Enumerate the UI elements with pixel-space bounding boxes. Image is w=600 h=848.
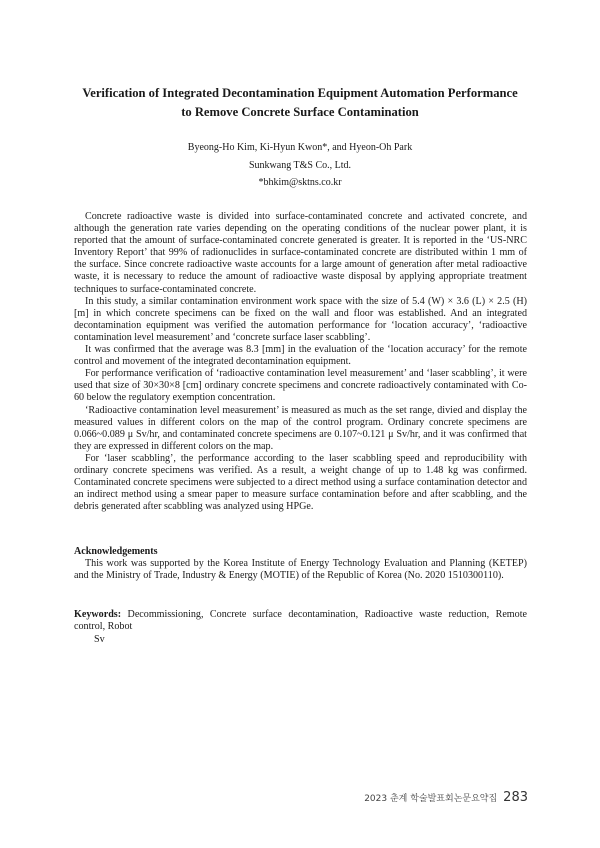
paper-title <box>60 84 540 121</box>
stray-text: Sv <box>94 634 105 645</box>
page-footer <box>364 790 528 805</box>
keywords-label: Keywords: <box>74 609 122 620</box>
body-paragraph: For performance verification of ‘radioactive contamination level measurement’ and ‘laser scabbling’, it were used that size of 30×30×8 [cm] ordinary concrete specimens and concrete radioactively contaminated with Co-60 below the regulatory exemption concentration. <box>74 368 527 404</box>
corresponding-email: *bhkim@sktns.co.kr <box>258 177 342 188</box>
body-paragraph: In this study, a similar contamination environment work space with the size of 5.4 (W) × 3.6 (L) × 2.5 (H) [m] in which concrete specimens can be fixed on the wall and floor was established. And an integrated decontamination equipment was verified the automation performance for ‘location accuracy’, ‘radioactive contamination level measurement’ and ‘concrete surface laser scabbling’. <box>74 295 527 343</box>
affiliation: Sunkwang T&S Co., Ltd. <box>248 160 352 171</box>
abstract-body <box>74 211 527 513</box>
acknowledgements-section <box>74 558 527 582</box>
body-paragraph: Concrete radioactive waste is divided into surface-contaminated concrete and activated concrete, and although the generation rate varies depending on the operating conditions of the nuclear power plant, it is reported that the amount of surface-contaminated concrete generated is greater. It is reported in the ‘US-NRC Inventory Report’ that 99% of radionuclides in surface-contaminated concrete are distributed within 1 mm of the surface. Since concrete radioactive waste accounts for a large amount of generation after metal radioactive waste, it is necessary to reduce the amount of radioactive waste disposal by applying appropriate treatment techniques to surface-contaminated concrete. <box>74 211 527 295</box>
page-number: 283 <box>503 790 528 805</box>
acknowledgements-heading: Acknowledgements <box>74 546 158 557</box>
keywords-section <box>74 609 527 633</box>
title-line-2: to Remove Concrete Surface Contamination <box>181 104 419 119</box>
body-paragraph: ‘Radioactive contamination level measurement’ is measured as much as the set range, divied and display the measured values in different colors on the map of the control program. Ordinary concrete specimens are 0.066~0.089 μ Sv/hr, and contaminated concrete specimens are 0.107~0.121 μ Sv/hr, and it was confirmed that they are expressed in different colors on the map. <box>74 404 527 452</box>
conference-name: 2023 춘계 학술발표회논문요약집 <box>364 794 498 804</box>
acknowledgements-text: This work was supported by the Korea Institute of Energy Technology Evaluation and Planning (KETEP) and the Ministry of Trade, Industry & Energy (MOTIE) of the Republic of Korea (No. 2020 1510300110). <box>74 558 527 582</box>
body-paragraph: It was confirmed that the average was 8.3 [mm] in the evaluation of the ‘location accuracy’ for the remote control and movement of the integrated decontamination equipment. <box>74 344 527 368</box>
title-line-1: Verification of Integrated Decontamination Equipment Automation Performance <box>82 86 518 100</box>
keywords-text: Decommissioning, Concrete surface decontamination, Radioactive waste reduction, Remote control, Robot <box>74 609 527 633</box>
author-list: Byeong-Ho Kim, Ki-Hyun Kwon*, and Hyeon-Oh Park <box>187 142 413 153</box>
body-paragraph: For ‘laser scabbling’, the performance according to the laser scabbling speed and reproducibility with ordinary concrete specimens was verified. As a result, a weight change of up to 1.48 kg was confirmed. Contaminated concrete specimens were subjected to a direct method using a surface contamination detector and an indirect method using a smear paper to measure surface contamination before and after scabbling, and the debris generated after scabbling was analyzed using HPGe. <box>74 452 527 513</box>
